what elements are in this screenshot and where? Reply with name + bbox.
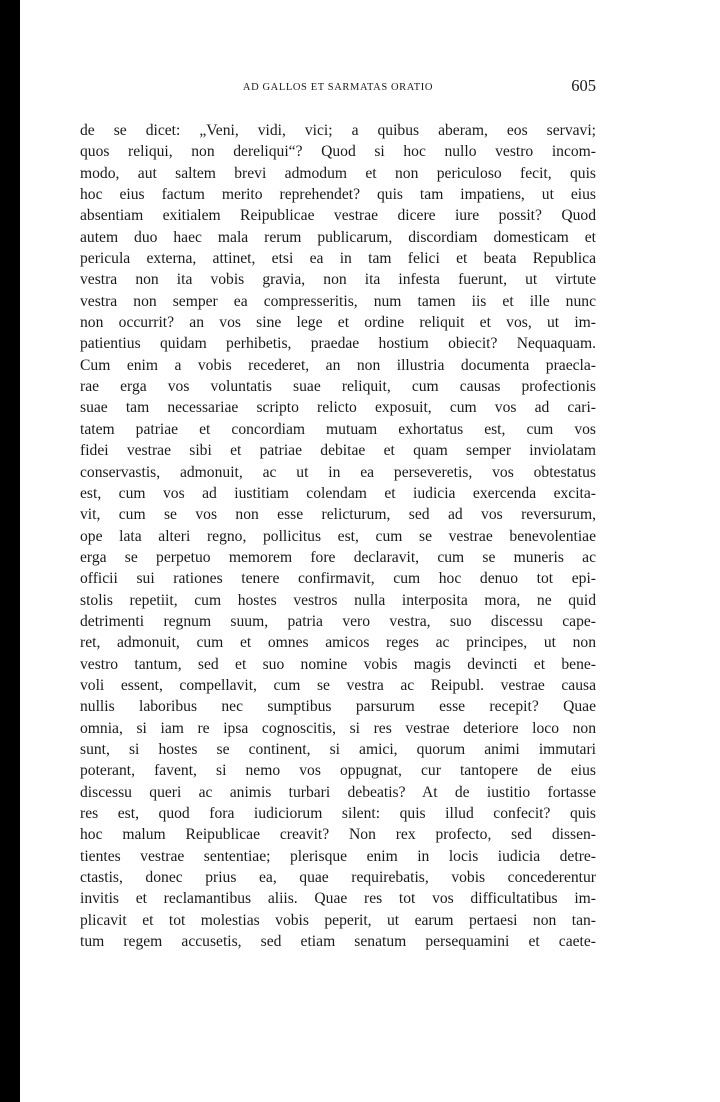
text-line: conservastis, admonuit, ac ut in ea perseveretis, vos obtestatus bbox=[80, 463, 596, 481]
text-line: ctastis, donec prius ea, quae requirebatis, vobis concederentur bbox=[80, 869, 596, 887]
text-line: hoc eius factum merito reprehendet? quis tam impatiens, ut eius bbox=[80, 186, 596, 204]
text-line: invitis et reclamantibus aliis. Quae res tot vos difficultatibus im- bbox=[80, 890, 596, 908]
binding-edge bbox=[0, 0, 20, 1102]
text-line: ret, admonuit, cum et omnes amicos reges ac principes, ut non bbox=[80, 634, 596, 652]
text-line: tum regem accusetis, sed etiam senatum persequamini et caete- bbox=[80, 933, 596, 951]
text-line: Cum enim a vobis recederet, an non illustria documenta praecla- bbox=[80, 356, 596, 374]
text-line: omnia, si iam re ipsa cognoscitis, si res vestrae deteriore loco non bbox=[80, 719, 596, 737]
text-line: vestra non semper ea compresseritis, num tamen iis et ille nunc bbox=[80, 292, 596, 310]
text-line: tatem patriae et concordiam mutuam exhortatus est, cum vos bbox=[80, 420, 596, 438]
text-line: vestro tantum, sed et suo nomine vobis magis devincti et bene- bbox=[80, 655, 596, 673]
text-line: modo, aut saltem brevi admodum et non periculoso fecit, quis bbox=[80, 164, 596, 182]
text-line: ope lata alteri regno, pollicitus est, cum se vestrae benevolentiae bbox=[80, 527, 596, 545]
text-line: poterant, favent, si nemo vos oppugnat, cur tantopere de eius bbox=[80, 762, 596, 780]
text-line: res est, quod fora iudiciorum silent: quis illud confecit? quis bbox=[80, 805, 596, 822]
text-line: sunt, si hostes se continent, si amici, quorum animi immutari bbox=[80, 740, 596, 758]
page-header bbox=[80, 76, 596, 98]
text-line: autem duo haec mala rerum publicarum, discordiam domesticam et bbox=[80, 228, 596, 246]
text-line: patientius quidam perhibetis, praedae hostium obiecit? Nequaquam. bbox=[80, 335, 596, 353]
text-line: vestra non ita vobis gravia, non ita infesta fuerunt, ut virtute bbox=[80, 271, 596, 289]
text-line: absentiam exitialem Reipublicae vestrae dicere iure possit? Quod bbox=[80, 207, 596, 225]
text-line: vit, cum se vos non esse relicturum, sed ad vos reversurum, bbox=[80, 506, 596, 524]
text-line: rae erga vos voluntatis suae reliquit, cum causas profectionis bbox=[80, 378, 596, 396]
running-head: AD GALLOS ET SARMATAS ORATIO bbox=[242, 82, 434, 93]
text-line: pericula externa, attinet, etsi ea in tam felici et beata Republica bbox=[80, 250, 596, 268]
text-line: quos reliqui, non dereliqui“? Quod si hoc nullo vestro incom- bbox=[80, 143, 596, 161]
text-line: detrimenti regnum suum, patria vero vestra, suo discessu cape- bbox=[80, 612, 596, 630]
text-line: voli essent, compellavit, cum se vestra ac Reipubl. vestrae causa bbox=[80, 676, 596, 694]
body-text bbox=[80, 120, 596, 952]
text-line: plicavit et tot molestias vobis peperit, ut earum pertaesi non tan- bbox=[80, 911, 596, 929]
text-line: est, cum vos ad iustitiam colendam et iudicia exercenda excita- bbox=[80, 484, 596, 502]
text-line: discessu queri ac animis turbari debeatis? At de iustitio fortasse bbox=[80, 783, 596, 801]
text-line: suae tam necessariae scripto relicto exposuit, cum vos ad cari- bbox=[80, 399, 596, 417]
text-line: nullis laboribus nec sumptibus parsurum esse recepit? Quae bbox=[80, 698, 596, 716]
text-line: hoc malum Reipublicae creavit? Non rex profecto, sed dissen- bbox=[80, 826, 596, 844]
text-line: erga se perpetuo memorem fore declaravit, cum se muneris ac bbox=[80, 548, 596, 566]
text-line: de se dicet: „Veni, vidi, vici; a quibus aberam, eos servavi; bbox=[80, 122, 596, 139]
page-number: 605 bbox=[571, 76, 596, 95]
text-line: fidei vestrae sibi et patriae debitae et quam semper inviolatam bbox=[80, 442, 596, 460]
text-line: stolis repetiit, cum hostes vestros nulla interposita mora, ne quid bbox=[80, 591, 596, 609]
text-line: tientes vestrae sententiae; plerisque enim in locis iudicia detre- bbox=[80, 847, 596, 865]
text-line: officii sui rationes tenere confirmavit, cum hoc denuo tot epi- bbox=[80, 570, 596, 588]
text-line: non occurrit? an vos sine lege et ordine reliquit et vos, ut im- bbox=[80, 314, 596, 332]
